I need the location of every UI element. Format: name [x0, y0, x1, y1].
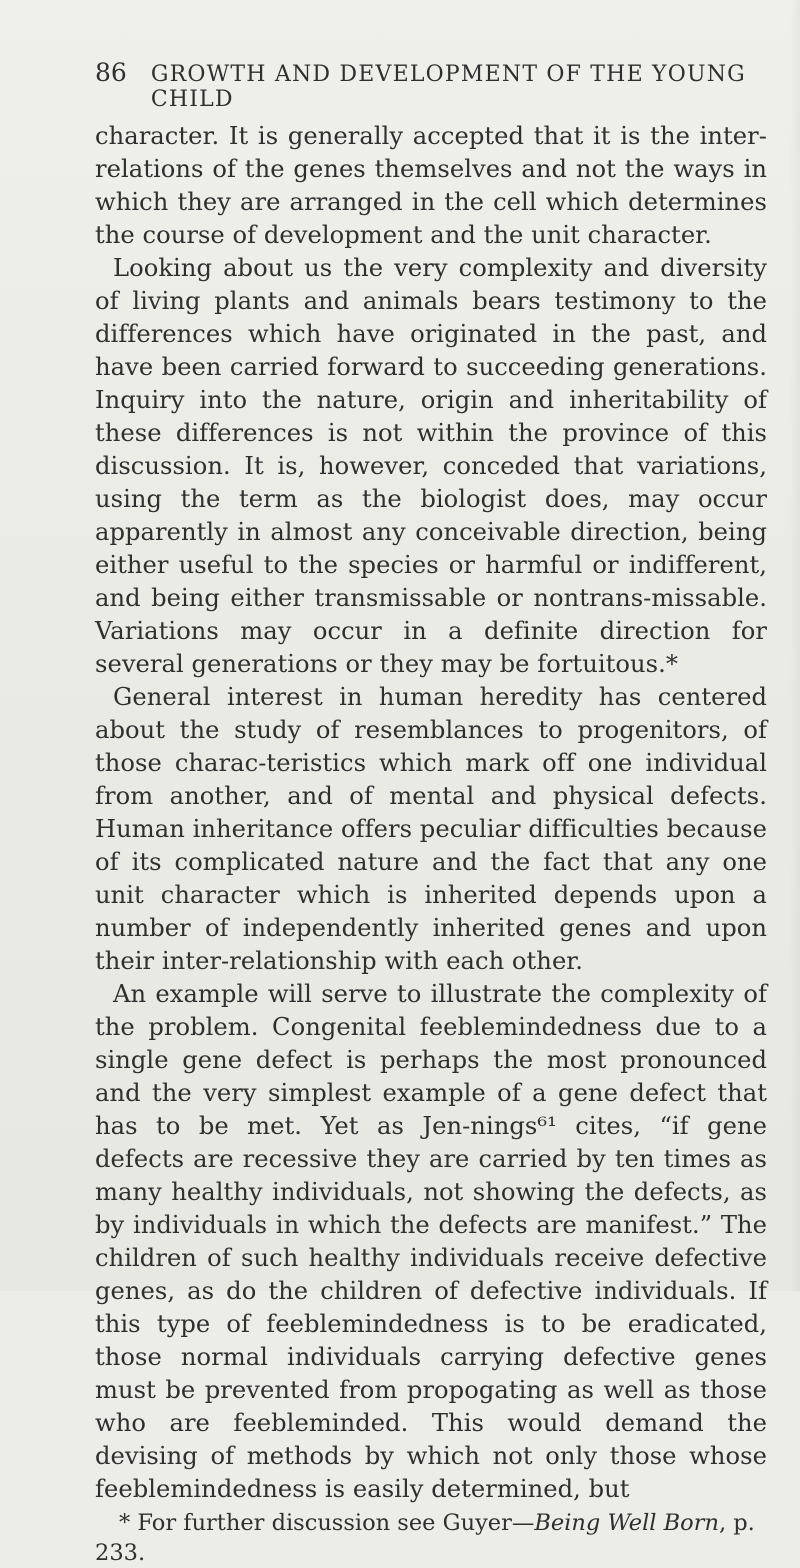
footnote-suffix: , p. 233. — [95, 1510, 755, 1566]
page-number: 86 — [95, 58, 127, 87]
footnote-book-title: Being Well Born — [534, 1510, 719, 1536]
paragraph-human-heredity: General interest in human heredity has centered about the study of resemblances to progenitors, of those charac-teristics which mark off one individual from another, and of mental and physical defects. Human inheritance offers peculiar difficulties because of its complicated nature and the fact that any one unit character which is inherited depends upon a number of independently inherited genes and upon their inter-relationship with each other. — [95, 683, 767, 975]
page-edge-shadow — [790, 0, 800, 1291]
running-head: GROWTH AND DEVELOPMENT OF THE YOUNG CHILD — [150, 62, 746, 112]
paragraph-variations: Looking about us the very complexity and diversity of living plants and animals bears testimony to the differences which have originated in the past, and have been carried forward to succeeding generations. Inquiry into the nature, origin and inheritability of these differences is not within the province of this discussion. It is, however, conceded that variations, using the term as the biologist does, may occur apparently in almost any conceivable direction, being either useful to the species or harmful or indifferent, and being either transmissable or nontrans-missable. Variations may occur in a definite direction for several generations or they may be fortuitous.* — [95, 254, 767, 678]
paragraph-feeblemindedness-example: An example will serve to illustrate the complexity of the problem. Congenital feeblemindedness due to a single gene defect is perhaps the most pronounced and the very simplest example of a gene defect that has to be met. Yet as Jen-nings⁶¹ cites, “if gene defects are recessive they are carried by ten times as many healthy individuals, not showing the defects, as by individuals in which the defects are manifest.” The children of such healthy individuals receive defective genes, as do the children of defective individuals. If this type of feeblemindedness is to be eradicated, those normal individuals carrying defective genes must be prevented from propogating as well as those who are feebleminded. This would demand the devising of methods by which not only those whose feeblemindedness is easily determined, but — [95, 980, 767, 1503]
footnote-prefix: * For further discussion see Guyer— — [119, 1510, 535, 1536]
body-text — [95, 120, 767, 1506]
paragraph-continuation: character. It is generally accepted that it is the inter-relations of the genes themselves and not the ways in which they are arranged in the cell which determines the course of development and the unit character. — [95, 122, 767, 249]
footnote — [95, 1508, 767, 1568]
page-header — [95, 58, 767, 112]
